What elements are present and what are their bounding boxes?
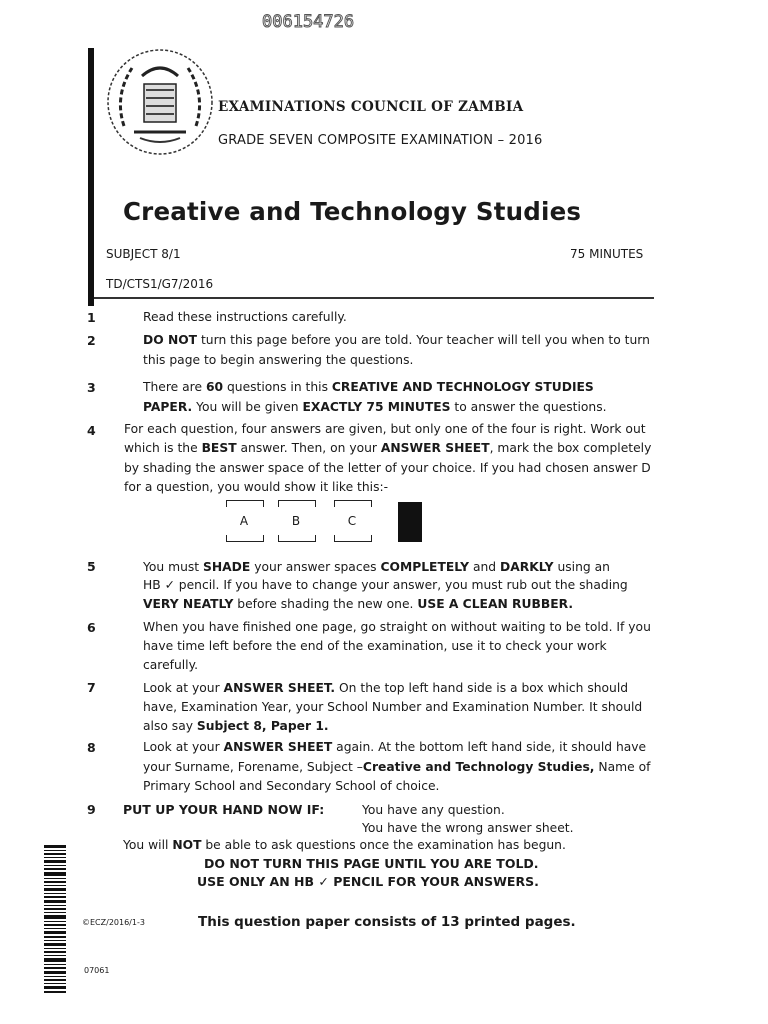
left-margin-bar — [88, 48, 94, 306]
emphasis: USE A CLEAN RUBBER. — [417, 597, 573, 611]
text-run: using an — [553, 560, 610, 574]
text-run: and — [469, 560, 501, 574]
paper-title: Creative and Technology Studies — [123, 197, 582, 226]
instruction-text: For each question, four answers are given, but only one of the four is right. Work out — [124, 422, 646, 436]
text-run: your Surname, Forename, Subject – — [143, 760, 363, 774]
text-run: You will — [123, 838, 173, 852]
answer-box-example — [226, 500, 446, 546]
text-run: before shading the new one. — [233, 597, 418, 611]
instruction-number: 1 — [87, 310, 96, 325]
answer-letter: C — [347, 514, 357, 528]
instruction-text: for a question, you would show it like this:- — [124, 480, 389, 494]
instruction-text — [124, 438, 651, 458]
instruction-number: 9 — [87, 802, 96, 817]
instruction-number: 4 — [87, 423, 96, 438]
header-divider — [94, 297, 654, 299]
instruction-text — [143, 737, 646, 757]
text-run: On the top left hand side is a box which should — [335, 681, 629, 695]
emphasis: Creative and Technology Studies, — [362, 760, 595, 774]
emphasis: ANSWER SHEET — [380, 441, 490, 455]
text-run: to answer the questions. — [450, 400, 607, 414]
instruction-text: have, Examination Year, your School Number and Examination Number. It should — [143, 700, 643, 714]
text-run: turn this page before you are told. Your teacher will tell you when to turn — [197, 333, 650, 347]
emphasis: COMPLETELY — [380, 560, 470, 574]
instruction-text — [143, 757, 650, 777]
instruction-text — [143, 594, 573, 614]
instruction-number: 6 — [87, 620, 96, 635]
instruction-text: Read these instructions carefully. — [143, 310, 347, 324]
emphasis: DARKLY — [500, 560, 554, 574]
text-run: again. At the bottom left hand side, it should have — [332, 740, 647, 754]
text-run: be able to ask questions once the examination has begun. — [201, 838, 566, 852]
answer-box-b — [278, 500, 314, 542]
answer-letter: B — [291, 514, 301, 528]
emphasis: SHADE — [203, 560, 251, 574]
page-count-note: This question paper consists of 13 printed pages. — [198, 914, 576, 930]
emphasis: DO NOT — [143, 333, 198, 347]
barcode — [44, 845, 66, 993]
reference-code: 07061 — [84, 966, 110, 975]
text-run: your answer spaces — [250, 560, 381, 574]
instruction-text: When you have finished one page, go straight on without waiting to be told. If you — [143, 620, 651, 634]
emphasis: EXACTLY 75 MINUTES — [302, 400, 451, 414]
text-run: There are — [143, 380, 206, 394]
text-run: Look at your — [143, 740, 224, 754]
emphasis: ANSWER SHEET. — [223, 681, 336, 695]
instruction-text: You have any question. — [362, 803, 505, 817]
instruction-text: have time left before the end of the examination, use it to check your work — [143, 639, 607, 653]
answer-box-a — [226, 500, 262, 542]
emphasis: VERY NEATLY — [143, 597, 234, 611]
instruction-number: 5 — [87, 559, 96, 574]
closing-pencil-note: USE ONLY AN HB ✓ PENCIL FOR YOUR ANSWERS. — [197, 874, 539, 889]
text-run: questions in this — [223, 380, 332, 394]
answer-letter: A — [239, 514, 249, 528]
instruction-number: 7 — [87, 680, 96, 695]
text-run: answer. Then, on your — [236, 441, 381, 455]
instruction-text: carefully. — [143, 658, 199, 672]
text-run: You must — [143, 560, 204, 574]
answer-box-c — [334, 500, 370, 542]
closing-warning: DO NOT TURN THIS PAGE UNTIL YOU ARE TOLD. — [204, 856, 539, 871]
text-run: You will be given — [192, 400, 303, 414]
emphasis: Subject 8, Paper 1. — [196, 719, 329, 733]
instruction-text — [143, 716, 329, 736]
instruction-text: Primary School and Secondary School of choice. — [143, 779, 440, 793]
instruction-number: 3 — [87, 380, 96, 395]
instruction-text: HB ✓ pencil. If you have to change your answer, you must rub out the shading — [143, 578, 628, 592]
subject-code: SUBJECT 8/1 — [106, 247, 181, 261]
instruction-text: You have the wrong answer sheet. — [362, 821, 574, 835]
text-run: which is the — [124, 441, 202, 455]
instruction-text: by shading the answer space of the letter of your choice. If you had chosen answer D — [124, 461, 651, 475]
answer-box-d-shaded — [398, 502, 422, 542]
exam-name: GRADE SEVEN COMPOSITE EXAMINATION – 2016 — [218, 133, 543, 148]
text-run: also say — [143, 719, 197, 733]
instruction-text — [143, 557, 610, 577]
emphasis: PAPER. — [143, 400, 193, 414]
closing-text — [123, 835, 566, 855]
copyright-notice: ©ECZ/2016/1-3 — [82, 918, 145, 927]
emphasis: CREATIVE AND TECHNOLOGY STUDIES — [331, 380, 594, 394]
instruction-number: 8 — [87, 740, 96, 755]
instruction-heading: PUT UP YOUR HAND NOW IF: — [123, 802, 325, 817]
coat-of-arms-seal — [104, 46, 216, 158]
council-name: EXAMINATIONS COUNCIL OF ZAMBIA — [218, 99, 524, 115]
emphasis: 60 — [205, 380, 224, 394]
emphasis: NOT — [172, 838, 202, 852]
text-run: , mark the box completely — [489, 441, 652, 455]
instruction-text — [143, 377, 594, 397]
instruction-text — [143, 678, 628, 698]
emphasis: ANSWER SHEET — [223, 740, 333, 754]
paper-code: TD/CTS1/G7/2016 — [106, 277, 214, 291]
text-run: Name of — [594, 760, 651, 774]
instruction-text — [143, 397, 607, 417]
instruction-number: 2 — [87, 333, 96, 348]
text-run: Look at your — [143, 681, 224, 695]
serial-number: 006154726 — [262, 12, 355, 32]
instruction-text: this page to begin answering the questions. — [143, 353, 414, 367]
emphasis: BEST — [201, 441, 237, 455]
instruction-text — [143, 330, 683, 350]
duration: 75 MINUTES — [570, 247, 644, 261]
